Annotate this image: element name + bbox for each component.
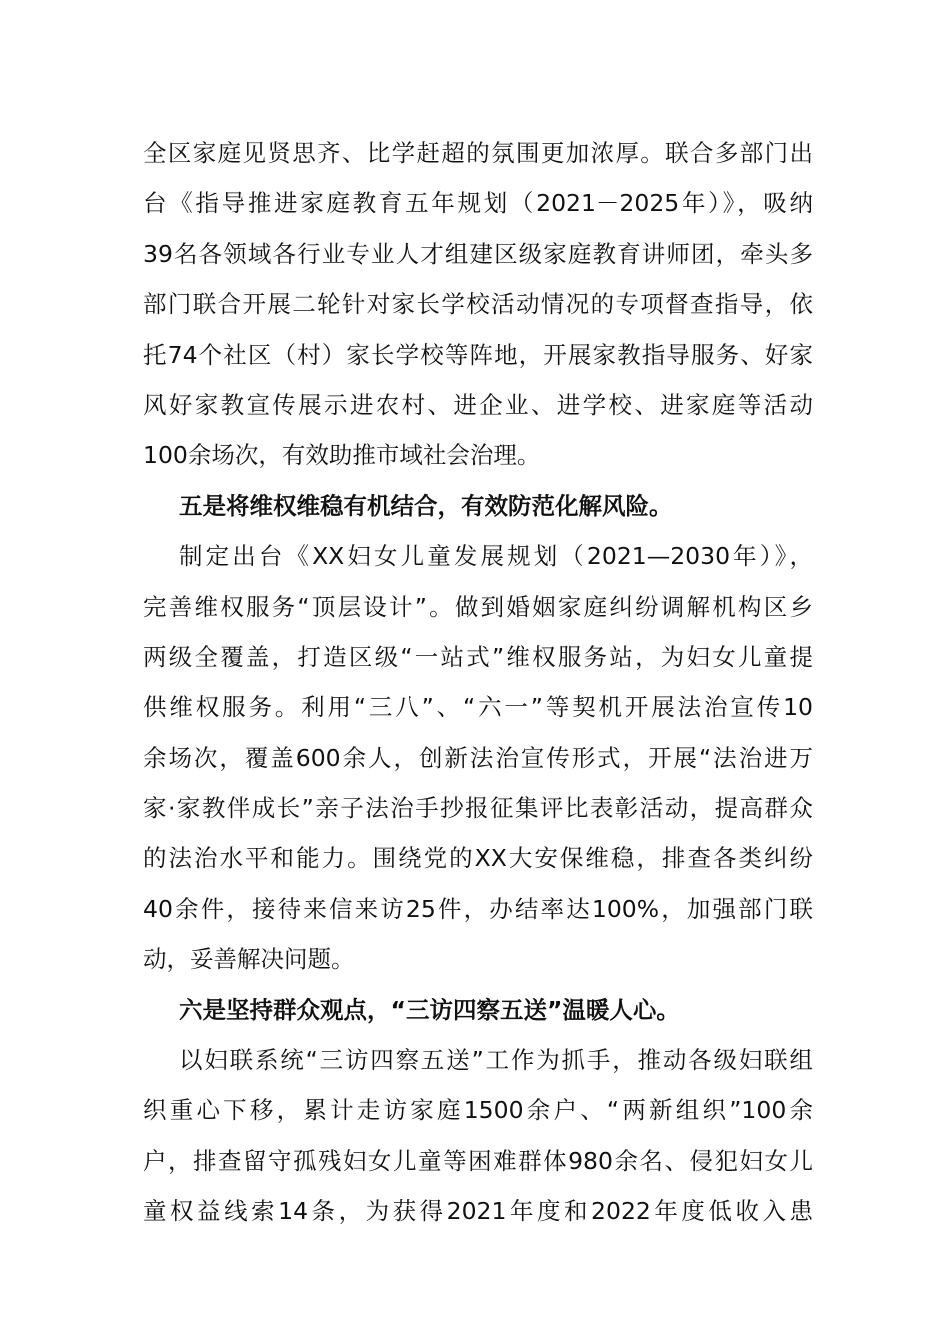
text-line: 供维权服务。利用“三八”、“六一”等契机开展法治宣传10 <box>143 693 813 722</box>
document-body <box>143 128 813 1237</box>
text-line: 台《指导推进家庭教育五年规划（2021－2025年）》，吸纳 <box>143 189 813 218</box>
section-heading: 五是将维权维稳有机结合，有效防范化解风险。 <box>179 491 673 520</box>
text-line: 以妇联系统“三访四察五送”工作为抓手，推动各级妇联组 <box>179 1046 813 1075</box>
text-line: 40余件，接待来信来访25件，办结率达100%，加强部门联 <box>143 894 813 923</box>
text-line: 动，妥善解决问题。 <box>143 945 355 974</box>
text-line: 童权益线索14条，为获得2021年度和2022年度低收入患 <box>143 1197 813 1226</box>
text-line: 100余场次，有效助推市域社会治理。 <box>143 441 541 470</box>
text-line: 家·家教伴成长”亲子法治手抄报征集评比表彰活动，提高群众 <box>143 794 813 823</box>
text-line: 两级全覆盖，打造区级“一站式”维权服务站，为妇女儿童提 <box>143 642 813 671</box>
text-line: 完善维权服务“顶层设计”。做到婚姻家庭纠纷调解机构区乡 <box>143 592 813 621</box>
text-line: 托74个社区（村）家长学校等阵地，开展家教指导服务、好家 <box>143 340 813 369</box>
text-line: 风好家教宣传展示进农村、进企业、进学校、进家庭等活动 <box>143 390 813 419</box>
text-line: 39名各领域各行业专业人才组建区级家庭教育讲师团，牵头多 <box>143 239 813 268</box>
text-line: 部门联合开展二轮针对家长学校活动情况的专项督查指导，依 <box>143 290 813 319</box>
text-line: 余场次，覆盖600余人，创新法治宣传形式，开展“法治进万 <box>143 743 813 772</box>
text-line: 的法治水平和能力。围绕党的XX大安保维稳，排查各类纠纷 <box>143 844 813 873</box>
text-line: 户，排查留守孤残妇女儿童等困难群体980余名、侵犯妇女儿 <box>143 1146 813 1175</box>
text-line: 织重心下移，累计走访家庭1500余户、“两新组织”100余 <box>143 1096 813 1125</box>
section-heading: 六是坚持群众观点，“三访四察五送”温暖人心。 <box>179 995 680 1024</box>
text-line: 全区家庭见贤思齐、比学赶超的氛围更加浓厚。联合多部门出 <box>143 139 813 167</box>
text-line: 制定出台《XX妇女儿童发展规划（2021—2030年）》， <box>179 542 813 571</box>
